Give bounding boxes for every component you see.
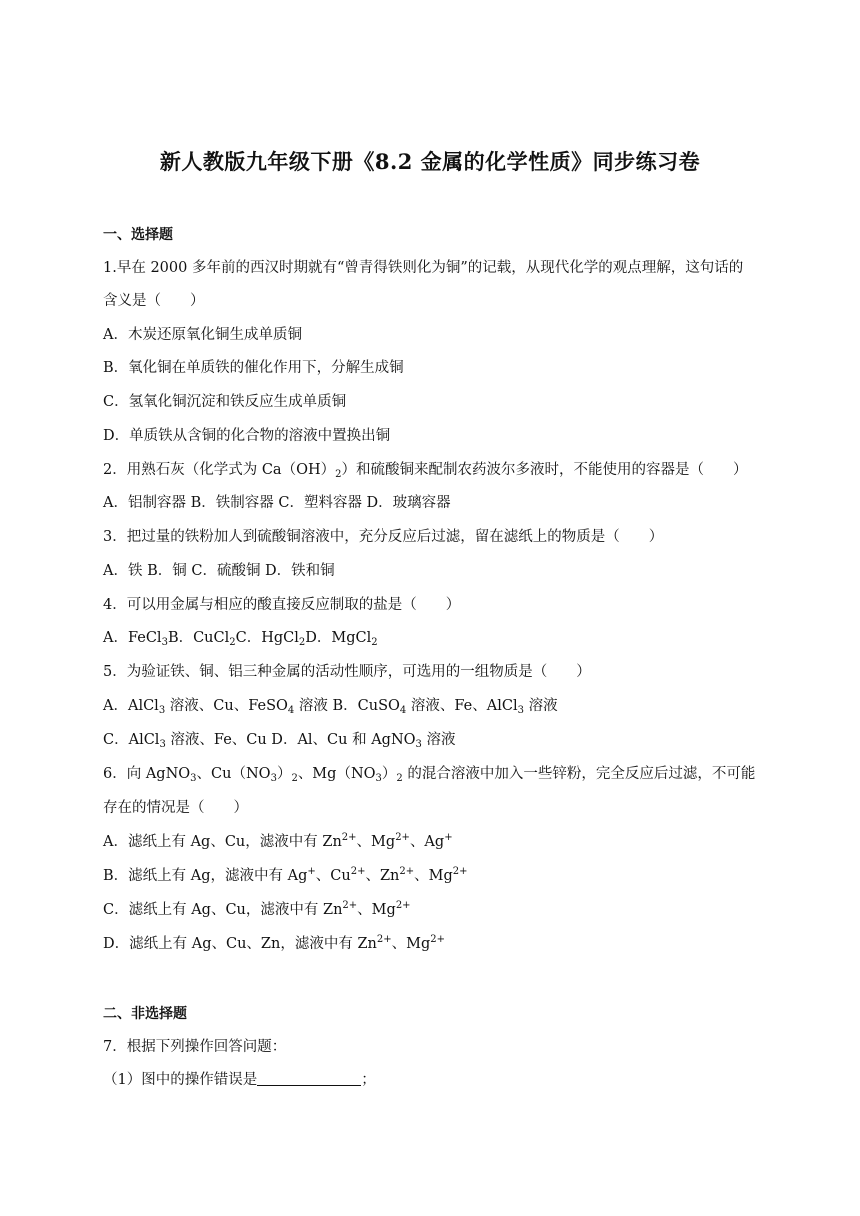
q1-stem-cont: 含义是（ ）	[103, 293, 205, 309]
q5-sub: 4	[287, 705, 295, 716]
q6-option-d	[103, 934, 445, 954]
answer-blank[interactable]	[257, 1071, 361, 1086]
q6-text: B．滤纸上有 Ag，滤液中有 Ag	[103, 868, 308, 884]
q5-text: 溶液 B．CuSO	[294, 698, 400, 714]
q6-sup: 2+	[452, 866, 468, 877]
q7-part1-end: ；	[361, 1072, 376, 1088]
q3-stem: 3．把过量的铁粉加人到硫酸铜溶液中，充分反应后过滤，留在滤纸上的物质是（ ）	[103, 529, 664, 545]
q5-stem: 5．为验证铁、铜、铝三种金属的活动性顺序，可选用的一组物质是（ ）	[103, 664, 591, 680]
q5-sub: 3	[158, 705, 166, 716]
section-heading-nonchoice: 二、非选择题	[103, 1006, 187, 1022]
q4-sub-c: 2	[298, 637, 306, 648]
q4-option-b: B．CuCl	[167, 630, 230, 646]
q6-sup: 2+	[399, 866, 415, 877]
q5-text: A．AlCl	[103, 698, 159, 714]
q2-stem	[103, 460, 747, 480]
q6-sup: 2+	[350, 866, 366, 877]
q4-stem: 4．可以用金属与相应的酸直接反应制取的盐是（ ）	[103, 597, 461, 613]
q4-option-c: C．HgCl	[235, 630, 299, 646]
q5-sub: 3	[517, 705, 524, 716]
q6-text: 、Mg	[357, 902, 396, 918]
q6-sup: 2+	[395, 832, 410, 843]
q1-option-d: D．单质铁从含铜的化合物的溶液中置换出铜	[103, 428, 391, 444]
q5-text: 溶液	[421, 732, 456, 748]
q6-sub: 2	[396, 773, 403, 784]
q6-option-c	[103, 900, 411, 920]
q6-sup: +	[444, 832, 453, 843]
q2-stem-sub: 2	[335, 469, 342, 480]
q2-stem-pre: 2．用熟石灰（化学式为 Ca（OH）	[103, 462, 336, 478]
q6-sub: 2	[291, 773, 298, 784]
page-title: 新人教版九年级下册《8.2 金属的化学性质》同步练习卷	[159, 149, 701, 174]
q6-text: 、Cu	[315, 868, 351, 884]
q6-sub: 3	[270, 773, 277, 784]
q6-sup: 2+	[341, 832, 357, 843]
q2-stem-post: ）和硫酸铜来配制农药波尔多液时，不能使用的容器是（ ）	[341, 462, 748, 478]
q5-options-cd	[103, 730, 456, 750]
q5-text: C．AlCl	[103, 732, 160, 748]
q6-sup: 2+	[430, 934, 445, 945]
q7-stem: 7．根据下列操作回答问题：	[103, 1039, 287, 1055]
q5-text: 溶液、Fe、Cu D．Al、Cu 和 AgNO	[165, 732, 416, 748]
q6-option-b	[103, 866, 468, 886]
q6-text: A．滤纸上有 Ag、Cu，滤液中有 Zn	[103, 834, 342, 850]
q1-option-c: C．氢氧化铜沉淀和铁反应生成单质铜	[103, 394, 347, 410]
q6-sup: +	[307, 866, 316, 877]
q5-sub: 3	[159, 739, 166, 750]
q6-text: 、Mg	[356, 834, 396, 850]
q4-sub-d: 2	[371, 637, 378, 648]
q4-option-d: D．MgCl	[305, 630, 372, 646]
q6-text: 、Ag	[409, 834, 445, 850]
q4-options	[103, 628, 378, 648]
q7-part1-text: （1）图中的操作错误是	[103, 1072, 258, 1088]
q6-text: C．滤纸上有 Ag、Cu，滤液中有 Zn	[103, 902, 343, 918]
q1-stem: 1.早在 2000 多年前的西汉时期就有“曾青得铁则化为铜”的记载，从现代化学的观点理解，这句话的	[103, 260, 744, 276]
q4-option-a: A．FeCl	[103, 630, 162, 646]
q6-text: 、Mg（NO	[297, 766, 376, 782]
q6-text: ）	[381, 766, 397, 782]
q6-option-a	[103, 832, 453, 852]
q1-option-b: B．氧化铜在单质铁的催化作用下，分解生成铜	[103, 360, 404, 376]
q6-sup: 2+	[342, 900, 358, 911]
q6-sub: 3	[375, 773, 382, 784]
q6-text: ）	[276, 766, 292, 782]
q6-text: 、Mg	[414, 868, 453, 884]
q6-text: 、Zn	[365, 868, 400, 884]
q6-text: D．滤纸上有 Ag、Cu、Zn，滤液中有 Zn	[103, 936, 377, 952]
q4-sub-b: 2	[229, 637, 236, 648]
q6-text: 、Cu（NO	[196, 766, 271, 782]
q5-text: 溶液	[523, 698, 558, 714]
q6-sup: 2+	[376, 934, 392, 945]
q2-options: A．铝制容器 B．铁制容器 C．塑料容器 D．玻璃容器	[103, 495, 451, 511]
q6-sub: 3	[190, 773, 197, 784]
q5-text: 溶液、Fe、AlCl	[406, 698, 518, 714]
section-heading-choice: 一、选择题	[103, 227, 173, 243]
q6-stem	[103, 764, 755, 784]
q5-text: 溶液、Cu、FeSO	[165, 698, 288, 714]
q7-part1	[103, 1070, 376, 1090]
q4-sub-a: 3	[161, 637, 168, 648]
q6-text: 的混合溶液中加入一些锌粉，完全反应后过滤，不可能	[402, 766, 756, 782]
q5-sub: 4	[399, 705, 407, 716]
q6-text: 6．向 AgNO	[103, 766, 191, 782]
q6-text: 、Mg	[391, 936, 431, 952]
q1-option-a: A．木炭还原氧化铜生成单质铜	[103, 327, 302, 343]
q6-sup: 2+	[395, 900, 411, 911]
q6-stem-cont: 存在的情况是（ ）	[103, 800, 248, 816]
q3-options: A．铁 B．铜 C．硫酸铜 D．铁和铜	[103, 563, 335, 579]
q5-sub: 3	[415, 739, 422, 750]
q5-options-ab	[103, 696, 558, 716]
